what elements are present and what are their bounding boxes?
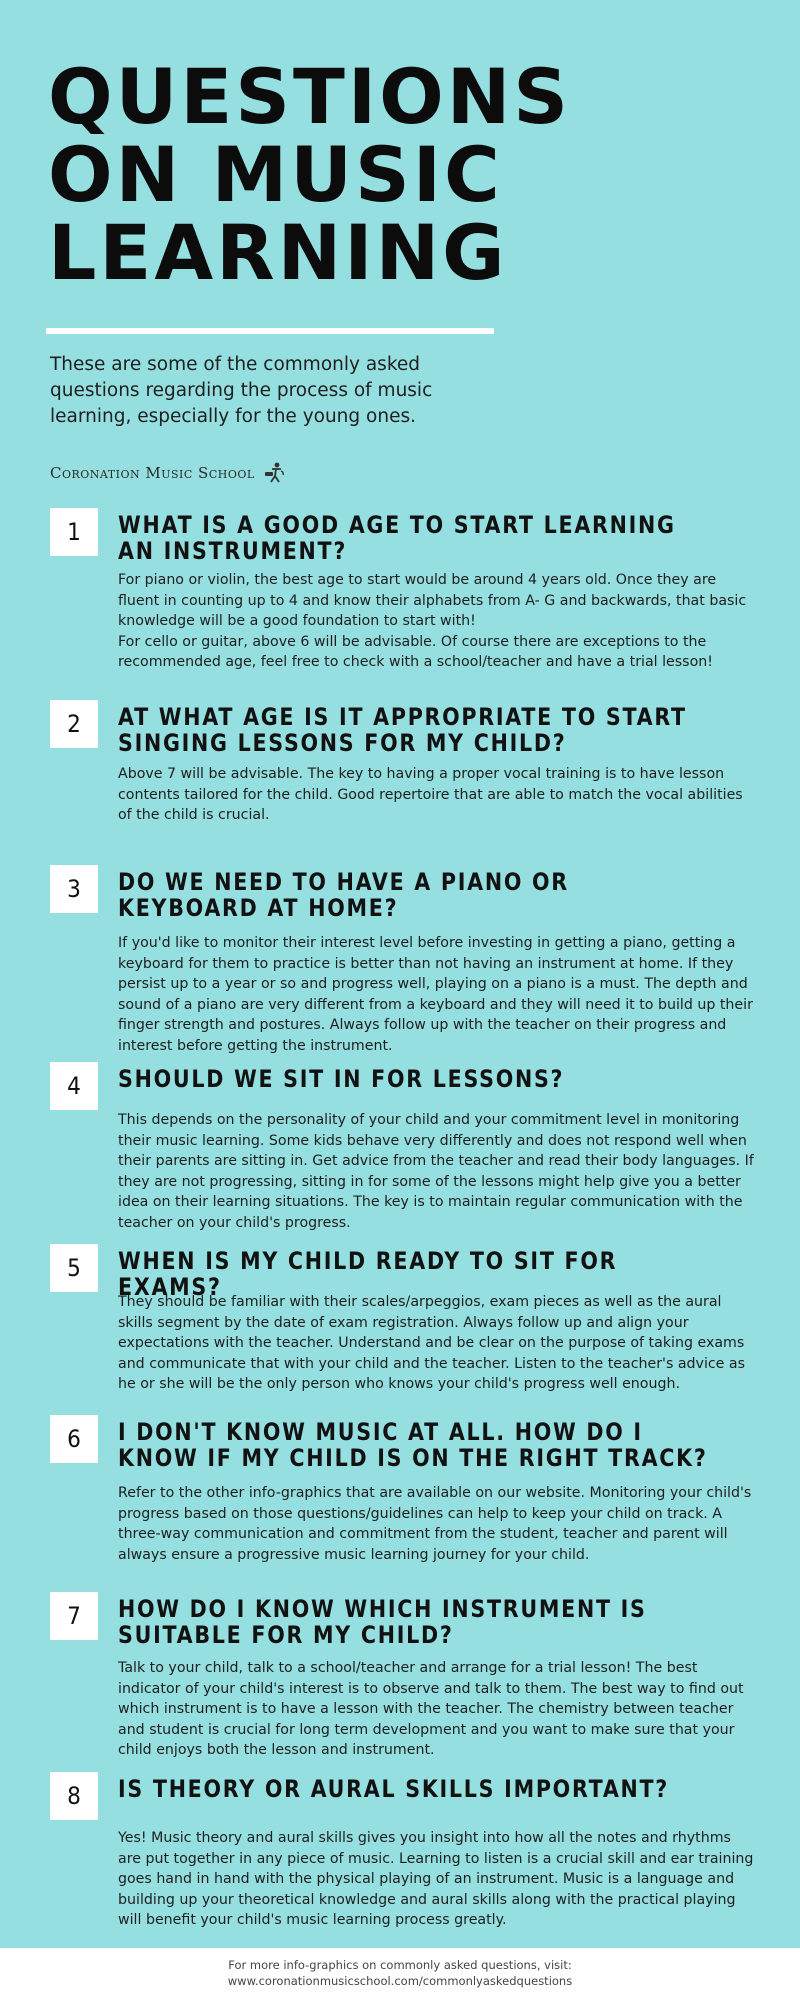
question-title: WHEN IS MY CHILD READY TO SIT FOR EXAMS?: [118, 1247, 618, 1301]
question-number: 7: [50, 1592, 98, 1640]
brand: [50, 462, 287, 484]
question-title: AT WHAT AGE IS IT APPROPRIATE TO START SINGING LESSONS FOR MY CHILD?: [118, 703, 687, 757]
answer-paragraph: For piano or violin, the best age to start would be around 4 years old. Once they are fluent in counting up to 4 and know their alphabets from A- G and backwards, that basic knowledge will be a good foundation to start with! For cello or guitar, above 6 will be advisable. Of course there are exceptions to the recommended age, feel free to check with a school/teacher and have a trial lesson!: [118, 572, 747, 670]
question-number: 3: [50, 865, 98, 913]
title-line: ON MUSIC: [48, 130, 503, 219]
answer-text: Above 7 will be advisable. The key to having a proper vocal training is to have lesson contents tailored for the child. Good repertoire that are able to match the vocal abilities of the child is crucial.: [118, 766, 743, 823]
question-title: I DON'T KNOW MUSIC AT ALL. HOW DO I KNOW IF MY CHILD IS ON THE RIGHT TRACK?: [118, 1418, 708, 1472]
question-title: SHOULD WE SIT IN FOR LESSONS?: [118, 1065, 565, 1093]
answer-text: Yes! Music theory and aural skills gives you insight into how all the notes and rhythms are put together in any piece of music. Learning to listen is a crucial skill and ear training goes hand in hand with the physical playing of an instrument. Music is a language and building up your theoretical knowledge and aural skills along with the practical playing will benefit your child's music learning process greatly.: [118, 1830, 754, 1928]
footer: [0, 1948, 800, 2000]
question-number: 5: [50, 1244, 98, 1292]
answer-text: If you'd like to monitor their interest level before investing in getting a piano, getting a keyboard for them to practice is better than not having an instrument at home. If they persist up to a year or so and progress well, playing on a piano is a must. The depth and sound of a piano are very different from a keyboard and they will need it to build up their finger strength and postures. Always follow up with the teacher on their progress and interest before getting the instrument.: [118, 935, 753, 1054]
page-title: [48, 52, 648, 297]
brand-name: Coronation Music School: [50, 464, 255, 482]
question-number: 2: [50, 700, 98, 748]
footer-text: For more info-graphics on commonly asked questions, visit:: [228, 1958, 572, 1972]
question-title: IS THEORY OR AURAL SKILLS IMPORTANT?: [118, 1775, 670, 1803]
question-number: 1: [50, 508, 98, 556]
question-number: 6: [50, 1415, 98, 1463]
title-divider: [46, 328, 494, 334]
answer-text: Refer to the other info-graphics that are available on our website. Monitoring your child's progress based on those questions/guidelines can help to keep your child on track. A three-way communication and commitment from the student, teacher and parent will always ensure a progressive music learning journey for your child.: [118, 1485, 752, 1563]
answer-text: They should be familiar with their scales/arpeggios, exam pieces as well as the aural skills segment by the date of exam registration. Always follow up and align your expectations with the teacher. Understand and be clear on the purpose of taking exams and communicate that with your child and the teacher. Listen to the teacher's advice as he or she will be the only person who knows your child's progress well enough.: [118, 1294, 746, 1392]
title-line: QUESTIONS: [48, 52, 572, 141]
question-number: 4: [50, 1062, 98, 1110]
title-line: LEARNING: [48, 208, 508, 297]
music-player-icon: [263, 462, 287, 484]
website-link[interactable]: www.coronationmusicschool.com/commonlyaskedquestions: [227, 1974, 573, 1988]
answer-text: This depends on the personality of your child and your commitment level in monitoring their music learning. Some kids behave very differently and does not respond well when their parents are sitting in. Get advice from the teacher and read their body languages. If they are not progressing, sitting in for some of the lessons might help give you a better idea on their learning situations. The key is to maintain regular communication with the teacher on your child's progress.: [118, 1112, 754, 1231]
answer-text: [118, 570, 758, 673]
question-title: WHAT IS A GOOD AGE TO START LEARNING AN INSTRUMENT?: [118, 511, 676, 565]
question-title: HOW DO I KNOW WHICH INSTRUMENT IS SUITABLE FOR MY CHILD?: [118, 1595, 647, 1649]
question-number: 8: [50, 1772, 98, 1820]
intro-text: These are some of the commonly asked questions regarding the process of music learning, especially for the young ones.: [50, 354, 433, 427]
answer-text: Talk to your child, talk to a school/teacher and arrange for a trial lesson! The best indicator of your child's interest is to observe and talk to them. The best way to find out which instrument is to have a lesson with the teacher. The chemistry between teacher and student is crucial for long term development and you want to make sure that your child enjoys both the lesson and instrument.: [118, 1660, 744, 1758]
question-title: DO WE NEED TO HAVE A PIANO OR KEYBOARD AT HOME?: [118, 868, 569, 922]
